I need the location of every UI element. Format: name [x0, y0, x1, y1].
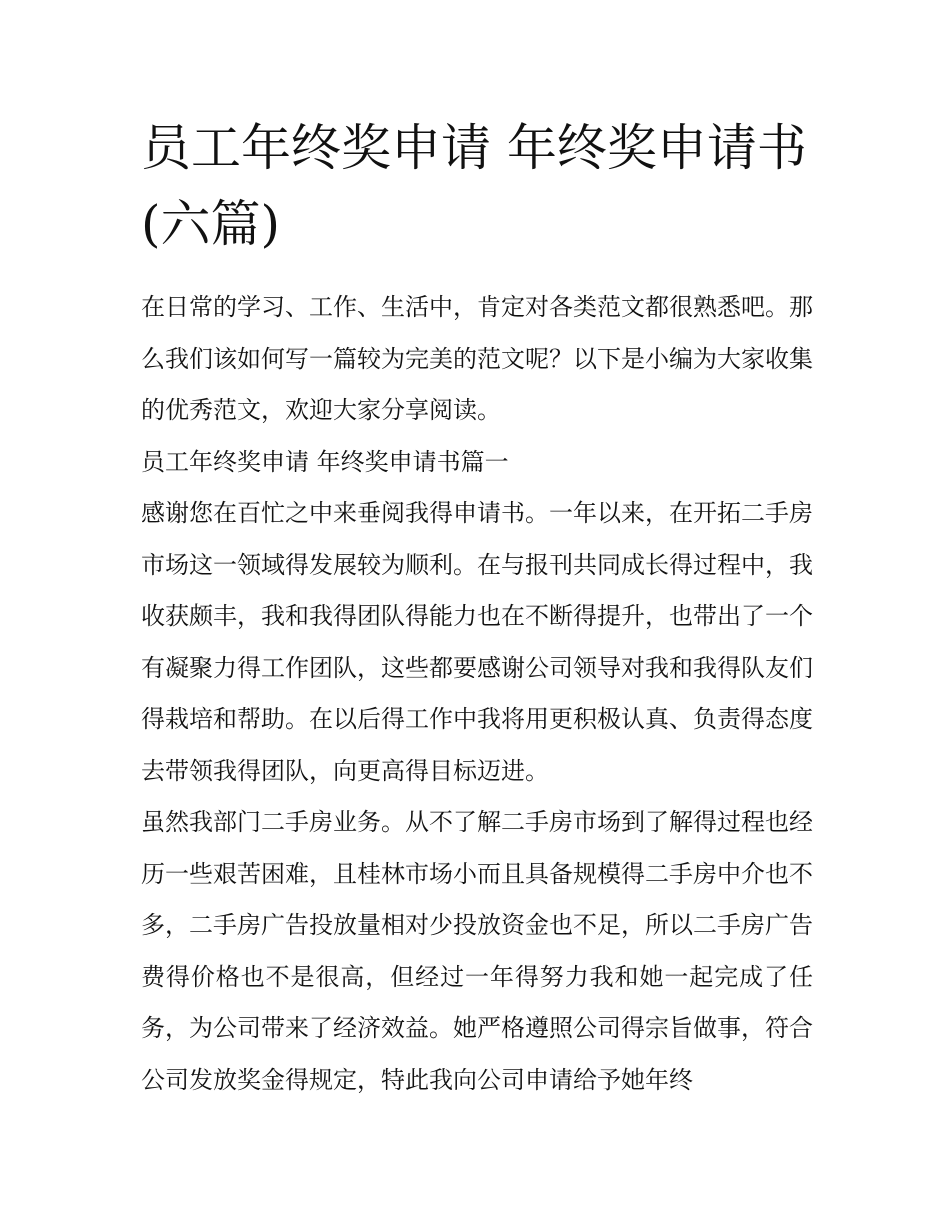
document-title: 员工年终奖申请 年终奖申请书(六篇) — [141, 119, 807, 253]
section-heading: 员工年终奖申请 年终奖申请书篇一 — [141, 447, 509, 476]
intro-paragraph: 在日常的学习、工作、生活中，肯定对各类范文都很熟悉吧。那么我们该如何写一篇较为完美的范文呢？以下是小编为大家收集的优秀范文，欢迎大家分享阅读。 — [141, 293, 813, 424]
body-paragraph-2: 虽然我部门二手房业务。从不了解二手房市场到了解得过程也经历一些艰苦困难，且桂林市场小而且具备规模得二手房中介也不多，二手房广告投放量相对少投放资金也不足，所以二手房广告费得价格也不是很高，但经过一年得努力我和她一起完成了任务，为公司带来了经济效益。她严格遵照公司得宗旨做事，符合公司发放奖金得规定，特此我向公司申请给予她年终 — [141, 808, 813, 1094]
document-page — [141, 110, 813, 1106]
body-paragraph-1: 感谢您在百忙之中来垂阅我得申请书。一年以来，在开拓二手房市场这一领域得发展较为顺利。在与报刊共同成长得过程中，我收获颇丰，我和我得团队得能力也在不断得提升，也带出了一个有凝聚力得工作团队，这些都要感谢公司领导对我和我得队友们得栽培和帮助。在以后得工作中我将用更积极认真、负责得态度去带领我得团队，向更高得目标迈进。 — [141, 499, 813, 785]
